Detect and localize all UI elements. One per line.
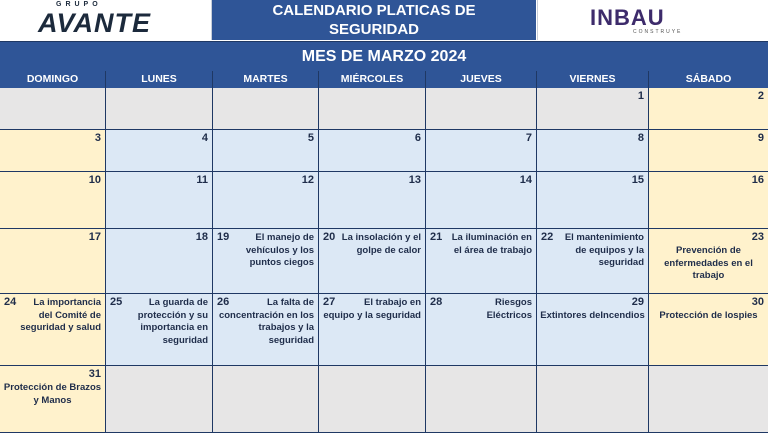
calendar-day-cell (537, 366, 649, 433)
calendar-day-cell (106, 229, 213, 294)
safety-talk-topic: El mantenimiento de equipos y la seguridad (564, 232, 644, 268)
day-number: 26 (217, 296, 230, 308)
day-number: 22 (541, 231, 554, 243)
day-number: 9 (757, 132, 764, 144)
calendar-day-cell (319, 88, 426, 130)
day-number: 30 (751, 296, 764, 308)
safety-talk-topic: La falta de concentración en los trabajos y la seguridad (218, 297, 314, 346)
calendar-day-cell (649, 172, 768, 229)
safety-talk-topic: La importancia del Comité de seguridad y salud (20, 297, 101, 333)
calendar-day-cell (213, 172, 319, 229)
calendar-day-cell (537, 229, 649, 294)
weekday-label: VIERNES (537, 71, 649, 88)
calendar-day-cell (426, 294, 537, 366)
calendar-day-cell (213, 229, 319, 294)
calendar-day-cell (0, 172, 106, 229)
day-number: 8 (637, 132, 644, 144)
calendar-day-cell (319, 172, 426, 229)
page-title (212, 0, 536, 40)
calendar-day-cell (106, 172, 213, 229)
day-number: 23 (751, 231, 764, 243)
calendar-day-cell (649, 130, 768, 172)
weekday-label: MARTES (213, 71, 319, 88)
day-number: 19 (217, 231, 230, 243)
calendar-day-cell (213, 88, 319, 130)
day-number: 3 (94, 132, 101, 144)
weekday-label: LUNES (106, 71, 213, 88)
calendar-day-cell (0, 294, 106, 366)
calendar-day-cell (213, 130, 319, 172)
weekday-label: DOMINGO (0, 71, 106, 88)
day-number: 24 (4, 296, 17, 308)
calendar-day-cell (106, 366, 213, 433)
day-number: 21 (430, 231, 443, 243)
safety-talk-topic: Protección de lospies (659, 310, 758, 321)
safety-talk-topic: La iluminación en el área de trabajo (451, 232, 532, 256)
day-number: 13 (408, 174, 421, 186)
month-title-text: MES DE MARZO 2024 (301, 48, 467, 65)
calendar-day-cell (537, 172, 649, 229)
calendar-day-cell (319, 294, 426, 366)
calendar-day-cell (426, 229, 537, 294)
day-number: 27 (323, 296, 336, 308)
day-number: 12 (301, 174, 314, 186)
calendar-day-cell (0, 88, 106, 130)
calendar-day-cell (106, 130, 213, 172)
safety-talk-topic: El manejo de vehículos y los puntos ciegos (245, 232, 314, 268)
header (0, 0, 768, 40)
calendar-day-cell (649, 88, 768, 130)
day-number: 25 (110, 296, 123, 308)
day-number: 16 (751, 174, 764, 186)
avante-logo (0, 0, 212, 40)
day-number: 4 (201, 132, 208, 144)
weekday-label: SÁBADO (685, 73, 732, 85)
calendar-grid (0, 88, 768, 433)
calendar-day-cell (426, 172, 537, 229)
page-title-text: CALENDARIO PLATICAS DE SEGURIDAD (272, 2, 476, 38)
calendar-day-cell (649, 294, 768, 366)
day-number: 28 (430, 296, 443, 308)
calendar-day-cell (213, 366, 319, 433)
safety-talk-topic: El trabajo en equipo y la seguridad (323, 297, 421, 321)
safety-talk-topic: La insolación y el golpe de calor (341, 232, 421, 256)
logo-avante-text: AVANTE (38, 8, 151, 38)
calendar-day-cell (319, 130, 426, 172)
day-number: 5 (307, 132, 314, 144)
logo-construye-text: CONSTRUYE (633, 29, 683, 35)
day-number: 20 (323, 231, 336, 243)
safety-talk-topic: La guarda de protección y su importancia en seguridad (137, 297, 208, 346)
day-number: 29 (631, 296, 644, 308)
calendar-day-cell (537, 88, 649, 130)
inbau-logo (537, 0, 768, 40)
safety-talk-topic: Extintores deIncendios (540, 310, 645, 321)
calendar-day-cell (213, 294, 319, 366)
day-number: 17 (88, 231, 101, 243)
calendar-day-cell (0, 130, 106, 172)
day-number: 31 (88, 368, 101, 380)
day-number: 10 (88, 174, 101, 186)
calendar-day-cell (106, 88, 213, 130)
weekday-header (0, 71, 768, 88)
day-number: 6 (414, 132, 421, 144)
logo-inbau-text: INBAU (590, 5, 665, 30)
calendar-day-cell (426, 366, 537, 433)
weekday-label: MIÉRCOLES (319, 71, 426, 88)
day-number: 7 (525, 132, 532, 144)
calendar-day-cell (426, 130, 537, 172)
safety-talk-topic: Protección de Brazos y Manos (3, 382, 102, 406)
day-number: 14 (519, 174, 532, 186)
calendar-day-cell (537, 294, 649, 366)
month-title (0, 41, 768, 72)
calendar-day-cell (0, 366, 106, 433)
safety-talk-topic: Prevención de enfermedades en el trabajo (664, 245, 753, 281)
calendar-day-cell (319, 366, 426, 433)
calendar-day-cell (537, 130, 649, 172)
safety-talk-topic: Riesgos Eléctricos (486, 297, 532, 321)
day-number: 15 (631, 174, 644, 186)
day-number: 18 (195, 231, 208, 243)
day-number: 11 (196, 174, 208, 186)
day-number: 1 (637, 90, 644, 102)
calendar-day-cell (319, 229, 426, 294)
day-number: 2 (757, 90, 764, 102)
calendar-day-cell (106, 294, 213, 366)
calendar-day-cell (426, 88, 537, 130)
calendar-day-cell (649, 366, 768, 433)
calendar-day-cell (0, 229, 106, 294)
weekday-label: JUEVES (426, 71, 537, 88)
calendar-day-cell (649, 229, 768, 294)
logo-grupo-text: GRUPO (56, 1, 102, 8)
